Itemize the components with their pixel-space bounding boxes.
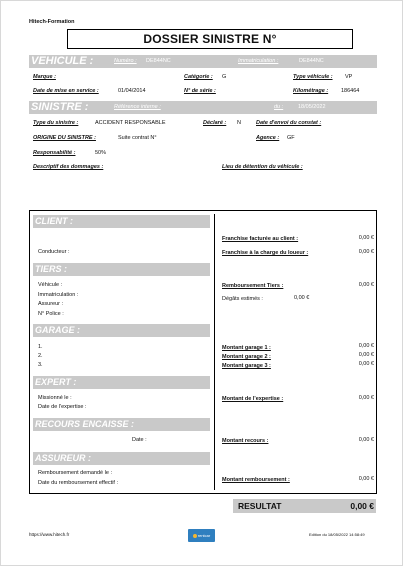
remboursement-tiers-label: Remboursement Tiers :: [222, 283, 284, 289]
sinistre-band-title: SINISTRE :: [31, 101, 89, 113]
tiers-title: TIERS :: [35, 264, 68, 274]
date-envoi-constat-label: Date d'envoi du constat :: [256, 120, 322, 126]
immatriculation-value: DE844NC: [299, 58, 324, 64]
recours-date-label: Date :: [132, 437, 147, 443]
edition-timestamp: Edition du 18/05/2022 14:58:49: [309, 532, 365, 537]
serie-label: N° de série :: [184, 88, 216, 94]
remboursement-demande-label: Remboursement demandé le :: [38, 470, 112, 476]
descriptif-dommages-label: Descriptif des dommages :: [33, 164, 104, 170]
numero-label: Numéro :: [114, 58, 137, 64]
montant-expertise-value: 0,00 €: [358, 395, 374, 401]
tiers-police-label: N° Police :: [38, 311, 64, 317]
garage-title: GARAGE :: [35, 325, 80, 335]
kilometrage-label: Kilométrage :: [293, 88, 329, 94]
garage-line-2: 2.: [38, 353, 43, 359]
date-expertise-label: Date de l'expertise :: [38, 404, 87, 410]
logo-mark-icon: [193, 534, 197, 538]
recours-title: RECOURS ENCAISSE :: [35, 419, 135, 429]
kilometrage-value: 186464: [341, 88, 360, 94]
responsabilite-label: Responsabilité :: [33, 150, 76, 156]
lieu-detention-label: Lieu de détention du véhicule :: [222, 164, 303, 170]
result-value: 0,00 €: [350, 501, 374, 511]
montant-remboursement-value: 0,00 €: [358, 476, 374, 482]
agence-label: Agence :: [256, 135, 280, 141]
declare-value: N: [237, 120, 241, 126]
franchise-client-value: 0,00 €: [358, 235, 374, 241]
date-mise-service-label: Date de mise en service :: [33, 88, 99, 94]
franchise-loueur-label: Franchise à la charge du loueur :: [222, 250, 309, 256]
origine-value: Suite contrat N°: [118, 135, 157, 141]
montant-remboursement-label: Montant remboursement :: [222, 477, 290, 483]
vehicule-band-title: VEHICULE :: [31, 55, 94, 67]
tiers-assureur-label: Assureur :: [38, 301, 64, 307]
montant-garage-2-value: 0,00 €: [358, 352, 374, 358]
montant-recours-label: Montant recours :: [222, 438, 269, 444]
missionne-label: Missionné le :: [38, 395, 72, 401]
montant-recours-value: 0,00 €: [358, 437, 374, 443]
garage-line-1: 1.: [38, 344, 43, 350]
degats-estimes-label: Dégâts estimés :: [222, 296, 263, 302]
categorie-value: G: [222, 74, 227, 80]
montant-garage-3-value: 0,00 €: [358, 361, 374, 367]
type-vehicule-value: VP: [345, 74, 353, 80]
footer-website-link[interactable]: https://www.hitech.fr: [29, 532, 70, 537]
result-label: RESULTAT: [238, 501, 282, 511]
reference-interne-label: Référence interne :: [114, 104, 161, 110]
rentcar-logo: [188, 529, 215, 542]
montant-garage-1-value: 0,00 €: [358, 343, 374, 349]
type-sinistre-value: ACCIDENT RESPONSABLE: [95, 120, 166, 126]
responsabilite-value: 50%: [95, 150, 107, 156]
categorie-label: Catégorie :: [184, 74, 213, 80]
assureur-title: ASSUREUR :: [35, 453, 92, 463]
franchise-loueur-value: 0,00 €: [358, 249, 374, 255]
logo-text: rentcar: [197, 533, 211, 538]
type-vehicule-label: Type véhicule :: [293, 74, 333, 80]
origine-label: ORIGINE DU SINISTRE :: [33, 135, 96, 141]
date-remboursement-effectif-label: Date du remboursement effectif :: [38, 480, 118, 486]
numero-value: DE844NC: [146, 58, 171, 64]
type-sinistre-label: Type du sinistre :: [33, 120, 79, 126]
report-title: DOSSIER SINISTRE N°: [67, 29, 353, 49]
tiers-vehicule-label: Véhicule :: [38, 282, 63, 288]
du-label: du :: [274, 104, 284, 110]
tiers-immatriculation-label: Immatriculation :: [38, 292, 79, 298]
immatriculation-label: Immatriculation :: [238, 58, 279, 64]
company-name: Hitech-Formation: [29, 19, 75, 25]
remboursement-tiers-value: 0,00 €: [358, 282, 374, 288]
franchise-client-label: Franchise facturée au client :: [222, 236, 299, 242]
montant-garage-2-label: Montant garage 2 :: [222, 354, 271, 360]
degats-estimes-value: 0,00 €: [294, 295, 310, 301]
declare-label: Déclaré :: [203, 120, 227, 126]
column-divider: [214, 214, 215, 490]
du-value: 18/05/2022: [298, 104, 326, 110]
garage-line-3: 3.: [38, 362, 43, 368]
agence-value: GF: [287, 135, 295, 141]
expert-title: EXPERT :: [35, 377, 77, 387]
client-title: CLIENT :: [35, 216, 73, 226]
montant-expertise-label: Montant de l'expertise :: [222, 396, 284, 402]
montant-garage-1-label: Montant garage 1 :: [222, 345, 271, 351]
conducteur-label: Conducteur :: [38, 249, 70, 255]
marque-label: Marque :: [33, 74, 56, 80]
date-mise-service-value: 01/04/2014: [118, 88, 146, 94]
montant-garage-3-label: Montant garage 3 :: [222, 363, 271, 369]
